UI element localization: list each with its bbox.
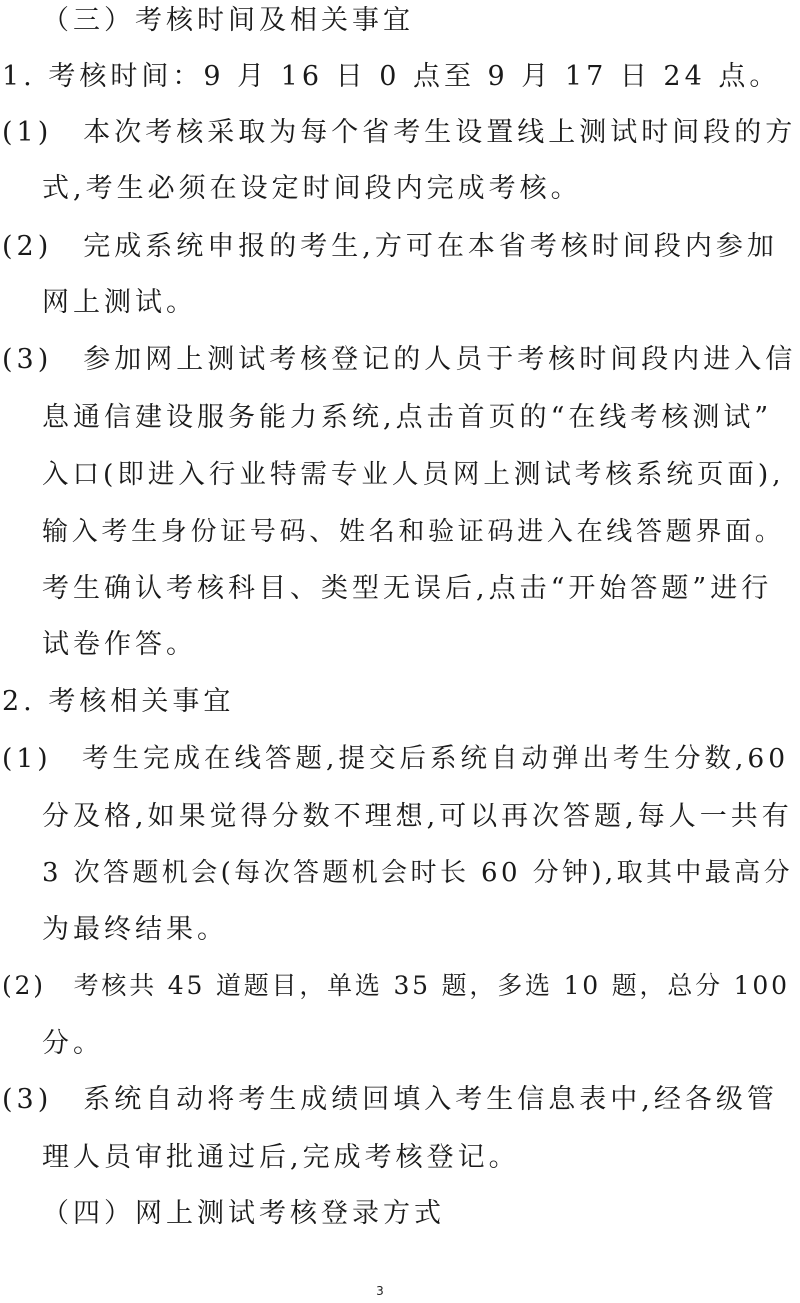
section-three-heading: （三）考核时间及相关事宜: [42, 5, 414, 36]
item1-sub3-line1: (3) 参加网上测试考核登记的人员于考核时间段内进入信: [2, 344, 797, 375]
item1-sub1-line2: 式,考生必须在设定时间段内完成考核。: [42, 173, 582, 204]
item2-sub3-line2: 理人员审批通过后,完成考核登记。: [42, 1142, 520, 1173]
section-four-heading: （四）网上测试考核登录方式: [42, 1198, 445, 1229]
item2-sub3-line1: (3) 系统自动将考生成绩回填入考生信息表中,经各级管: [2, 1084, 778, 1115]
item2-sub1-line3: 3 次答题机会(每次答题机会时长 60 分钟),取其中最高分: [42, 858, 793, 888]
item1-sub2-line2: 网上测试。: [42, 287, 197, 318]
item1-sub3-line3: 入口(即进入行业特需专业人员网上测试考核系统页面),: [42, 459, 785, 490]
item1-sub2-line1: (2) 完成系统申报的考生,方可在本省考核时间段内参加: [2, 231, 778, 262]
item2-sub1-line2: 分及格,如果觉得分数不理想,可以再次答题,每人一共有: [42, 801, 793, 832]
item2-sub2-line2: 分。: [42, 1028, 104, 1059]
item1-sub3-line6: 试卷作答。: [42, 629, 197, 660]
item1-sub3-line5: 考生确认考核科目、类型无误后,点击“开始答题”进行: [42, 573, 773, 604]
item2-heading: 2. 考核相关事宜: [2, 686, 235, 717]
item2-sub1-line1: (1) 考生完成在线答题,提交后系统自动弹出考生分数,60: [2, 743, 790, 774]
item2-sub2-line1: (2) 考核共 45 道题目，单选 35 题，多选 10 题，总分 100: [2, 971, 790, 1000]
item1-sub3-line4: 输入考生身份证号码、姓名和验证码进入在线答题界面。: [42, 517, 785, 547]
item1-heading: 1. 考核时间：9 月 16 日 0 点至 9 月 17 日 24 点。: [2, 61, 781, 92]
item2-sub1-line4: 为最终结果。: [42, 914, 228, 945]
item1-sub1-line1: (1) 本次考核采取为每个省考生设置线上测试时间段的方: [2, 117, 797, 148]
item1-sub3-line2: 息通信建设服务能力系统,点击首页的“在线考核测试”: [42, 402, 773, 433]
page-number: 3: [376, 1284, 384, 1298]
